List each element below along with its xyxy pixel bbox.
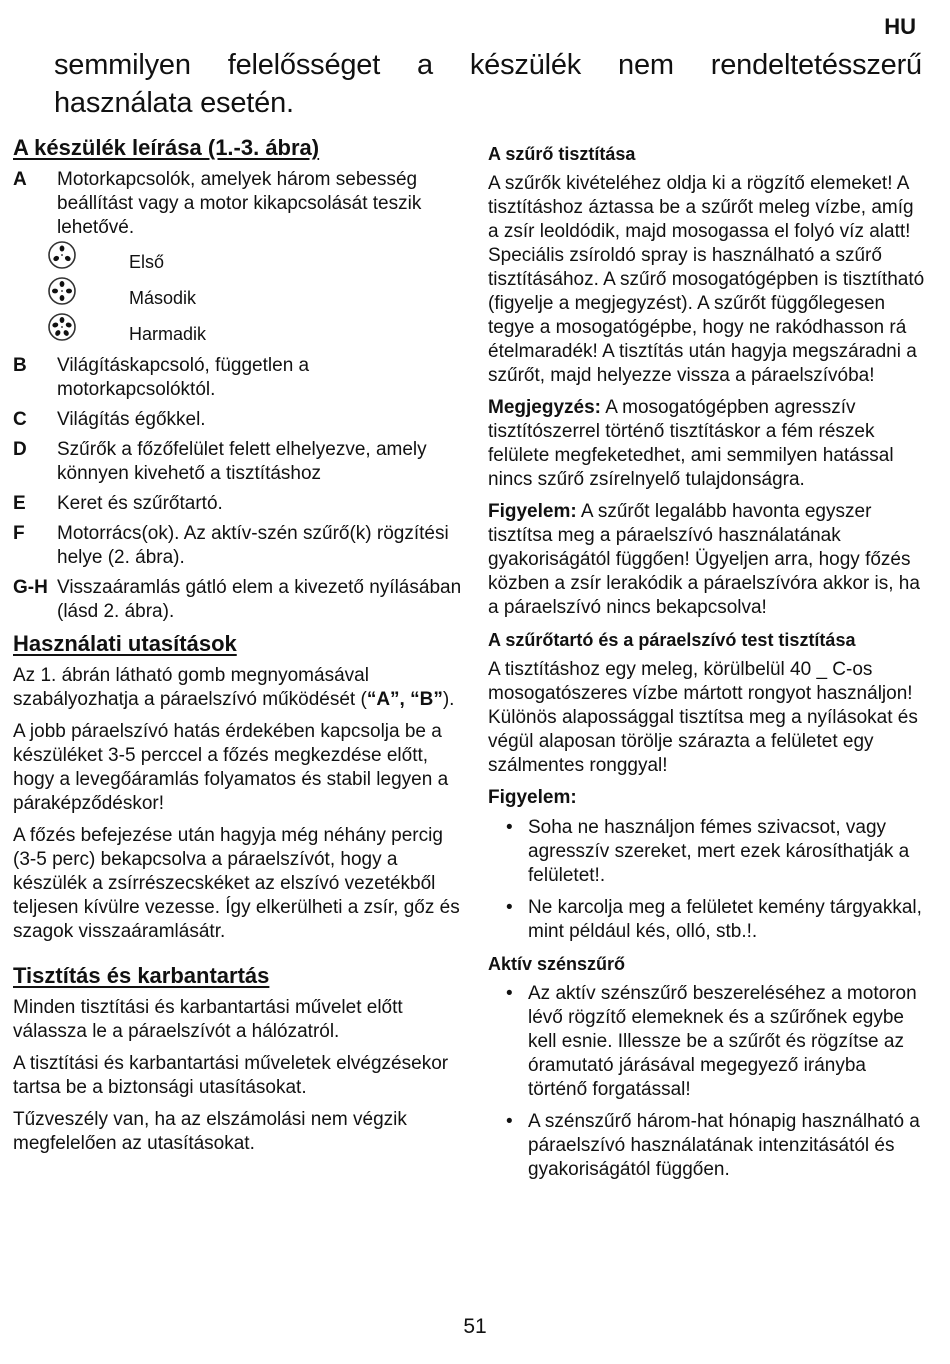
item-key: C xyxy=(13,409,27,430)
item-text: Világítás égőkkel. xyxy=(57,409,206,430)
item-key: G-H xyxy=(13,577,48,598)
body-cleaning-section xyxy=(488,628,928,944)
section-title-description: A készülék leírása (1.-3. ábra) xyxy=(13,135,320,160)
filter-note xyxy=(488,396,928,492)
item-text: Szűrők a főzőfelület felett elhelyezve, amely könnyen kivehető a tisztításhoz xyxy=(57,439,427,484)
warning-text: A szűrőt legalább havonta egyszer tisztítsa meg a páraelszívó használatának gyakoriságától függően! Ügyeljen arra, hogy főzés közben a zsír lerakódik a páraelszívóra akkor is, ha a páraelszívó nincs bekapcsolva! xyxy=(488,501,920,618)
maintenance-paragraph-3: Tűzveszély van, ha az elszámolási nem végzik megfelelően az utasításokat. xyxy=(13,1109,407,1154)
description-item-f xyxy=(13,522,463,570)
item-key: F xyxy=(13,523,25,544)
text-fragment: ). xyxy=(442,689,455,710)
usage-paragraph-2: A jobb páraelszívó hatás érdekében kapcsolja be a készüléket 3-5 perccel a főzés megkezdése előtt, hogy a levegőáramlás folyamatos és stabil legyen a páraképződéskor! xyxy=(13,721,449,814)
description-item-b xyxy=(13,354,463,402)
carbon-filter-list xyxy=(488,982,928,1182)
speed-label: Második xyxy=(129,288,197,308)
speed-row-first xyxy=(47,246,463,282)
description-item-gh xyxy=(13,576,463,624)
intro-line-1: semmilyen felelősséget a készülék nem rendeltetésszerű xyxy=(54,49,922,81)
usage-section xyxy=(13,630,463,944)
usage-paragraph-1 xyxy=(13,664,463,712)
left-column xyxy=(13,134,463,1164)
section-title-usage: Használati utasítások xyxy=(13,631,237,656)
note-label: Megjegyzés: xyxy=(488,397,601,418)
subsection-title-filter-cleaning: A szűrő tisztítása xyxy=(488,144,636,164)
warning-heading: Figyelem: xyxy=(488,787,577,808)
subsection-title-body-cleaning: A szűrőtartó és a páraelszívó test tisztítása xyxy=(488,630,856,650)
speed-row-third xyxy=(47,318,463,354)
description-item-e xyxy=(13,492,463,516)
list-item: • Ne karcolja meg a felületet kemény tárgyakkal, mint például kés, olló, stb.!. xyxy=(528,896,928,944)
page-number: 51 xyxy=(463,1315,487,1338)
text-fragment: Az 1. ábrán látható gomb megnyomásával szabályozhatja a páraelszívó működését ( xyxy=(13,665,369,710)
item-text: Világításkapcsoló, független a motorkapcsolóktól. xyxy=(57,355,310,400)
intro-line-2: használata esetén. xyxy=(54,87,294,119)
item-key: E xyxy=(13,493,26,514)
body-cleaning-warnings-list xyxy=(488,816,928,944)
description-item-a xyxy=(13,168,463,240)
carbon-filter-section xyxy=(488,952,928,1182)
intro-paragraph xyxy=(54,46,922,122)
item-text: Keret és szűrőtartó. xyxy=(57,493,223,514)
filter-cleaning-paragraph: A szűrők kivételéhez oldja ki a rögzítő elemeket! A tisztításhoz áztassa be a szűrőt meleg vízbe, amíg a zsír leoldódik, majd mosogassa el folyó víz alatt! Speciális zsíroldó spray is használható a szűrő tisztításához. A szűrő mosogatógépben is tisztítható (figyelje a megjegyzést). A szűrőt függőlegesen tegye a mosogatógépbe, hogy ne rakódhasson rá ételmaradék! A tisztítás után hagyja megszáradni a szűrőt, majd helyezze vissza a páraelszívóba! xyxy=(488,173,925,386)
maintenance-paragraph-2: A tisztítási és karbantartási műveletek elvégzésekor tartsa be a biztonsági utasításokat. xyxy=(13,1053,449,1098)
fan-speed-1-icon xyxy=(47,240,77,270)
maintenance-section xyxy=(13,962,463,1156)
right-column xyxy=(488,142,928,1190)
usage-paragraph-3: A főzés befejezése után hagyja még néhány percig (3-5 perc) bekapcsolva a páraelszívót, hogy a készülék a zsírrészecskéket az elszívó vezetékből teljesen kívülre vezesse. Így elkerülheti a zsír, gőz és szagok visszaáramlásátr. xyxy=(13,825,460,942)
filter-cleaning-section xyxy=(488,142,928,620)
list-item: • A szénszűrő három-hat hónapig használható a páraelszívó használatának intenzitásától és gyakoriságától függően. xyxy=(528,1110,928,1182)
fan-speed-2-icon xyxy=(47,276,77,306)
item-text: Motorkapcsolók, amelyek három sebesség beállítást vagy a motor kikapcsolását teszik lehetővé. xyxy=(57,169,422,238)
warning-label: Figyelem: xyxy=(488,501,577,522)
item-text: Visszaáramlás gátló elem a kivezető nyílásában (lásd 2. ábra). xyxy=(57,577,462,622)
speed-label: Harmadik xyxy=(129,324,207,344)
device-description-section xyxy=(13,134,463,624)
list-item: • Soha ne használjon fémes szivacsot, vagy agresszív szereket, mert ezek károsíthatják a felületet!. xyxy=(528,816,928,888)
maintenance-paragraph-1: Minden tisztítási és karbantartási művelet előtt válassza le a páraelszívót a hálózatról. xyxy=(13,997,403,1042)
speed-row-second xyxy=(47,282,463,318)
list-item: • Az aktív szénszűrő beszereléséhez a motoron lévő rögzítő elemeknek és a szűrőnek egybe kell esnie. Illessze be a szűrőt és rögzítse az óramutató járásával megegyező irányba történő forgatással! xyxy=(528,982,928,1102)
section-title-maintenance: Tisztítás és karbantartás xyxy=(13,963,270,988)
speed-label: Első xyxy=(129,252,165,272)
item-key: B xyxy=(13,355,27,376)
language-code: HU xyxy=(884,14,916,39)
description-item-c xyxy=(13,408,463,432)
bold-label-b: “B” xyxy=(410,689,443,710)
filter-warning xyxy=(488,500,928,620)
bold-label-a: “A” xyxy=(366,689,400,710)
subsection-title-carbon-filter: Aktív szénszűrő xyxy=(488,954,626,974)
description-item-d xyxy=(13,438,463,486)
text-fragment: , xyxy=(399,689,411,710)
item-key: D xyxy=(13,439,27,460)
body-cleaning-paragraph: A tisztításhoz egy meleg, körülbelül 40 _ C-os mosogatószeres vízbe mártott rongyot használjon! Különös alapossággal tisztítsa meg a nyílásokat és végül alaposan törölje szárazta a felületet egy szálmentes ronggyal! xyxy=(488,659,918,776)
item-text: Motorrács(ok). Az aktív-szén szűrő(k) rögzítési helye (2. ábra). xyxy=(57,523,449,568)
fan-speed-3-icon xyxy=(47,312,77,342)
item-key: A xyxy=(13,169,27,190)
note-text: A mosogatógépben agresszív tisztítószerrel történő tisztításkor a fém részek felülete megfeketedhet, ami semmilyen hatással nincs szűrő zsírelnyelő tulajdonságra. xyxy=(488,397,894,490)
